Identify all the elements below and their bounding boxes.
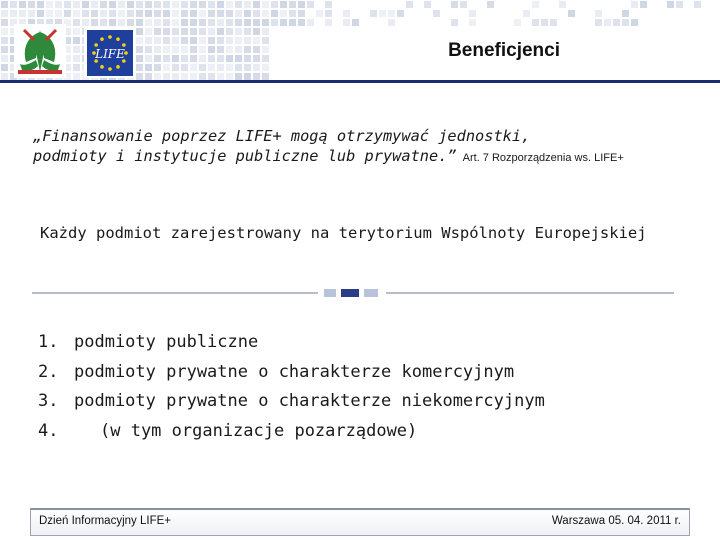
mosaic-cell — [190, 73, 197, 80]
mosaic-cell — [235, 1, 242, 8]
mosaic-cell — [181, 10, 188, 17]
mosaic-cell — [154, 64, 161, 71]
mosaic-cell — [190, 10, 197, 17]
mosaic-cell — [253, 46, 260, 53]
mosaic-cell — [244, 73, 251, 80]
mosaic-cell — [325, 10, 332, 17]
mosaic-cell — [73, 55, 80, 62]
mosaic-cell — [154, 37, 161, 44]
list-item-number: 4. — [38, 420, 59, 441]
list-item-number: 1. — [38, 332, 59, 352]
mosaic-cell — [163, 1, 170, 8]
mosaic-cell — [316, 10, 323, 17]
mosaic-cell — [181, 37, 188, 44]
list-item-number: 2. — [38, 361, 59, 382]
divider-right — [386, 292, 674, 294]
mosaic-cell — [217, 1, 224, 8]
mosaic-cell — [145, 37, 152, 44]
mosaic-cell — [154, 46, 161, 53]
mosaic-cell — [541, 19, 548, 26]
mosaic-cell — [118, 1, 125, 8]
list-item-text: podmioty publiczne — [74, 332, 259, 352]
mosaic-cell — [73, 1, 80, 8]
mosaic-cell — [244, 1, 251, 8]
eu-star-icon — [108, 35, 112, 39]
mosaic-cell — [181, 28, 188, 35]
mosaic-cell — [226, 55, 233, 62]
mosaic-cell — [55, 10, 62, 17]
mosaic-cell — [181, 55, 188, 62]
quote-block — [33, 126, 713, 168]
eu-star-icon — [116, 37, 120, 41]
mosaic-cell — [217, 46, 224, 53]
list-item-text: (w tym organizacje pozarządowe) — [100, 420, 418, 441]
list-item-text: podmioty prywatne o charakterze komercyjnym — [74, 361, 515, 382]
mosaic-cell — [235, 73, 242, 80]
mosaic-cell — [163, 28, 170, 35]
mosaic-cell — [1, 28, 8, 35]
mosaic-cell — [622, 19, 629, 26]
mosaic-cell — [226, 73, 233, 80]
mosaic-cell — [73, 64, 80, 71]
mosaic-cell — [568, 10, 575, 17]
mosaic-cell — [226, 28, 233, 35]
mosaic-cell — [262, 46, 269, 53]
mosaic-cell — [235, 64, 242, 71]
eu-star-icon — [108, 67, 112, 71]
mosaic-cell — [217, 37, 224, 44]
mosaic-cell — [82, 19, 89, 26]
mosaic-cell — [271, 1, 278, 8]
svg-text:LIFE: LIFE — [95, 47, 125, 61]
mosaic-cell — [226, 19, 233, 26]
mosaic-cell — [118, 19, 125, 26]
mosaic-cell — [451, 19, 458, 26]
mosaic-cell — [190, 1, 197, 8]
mosaic-cell — [244, 55, 251, 62]
mosaic-cell — [64, 1, 71, 8]
mosaic-cell — [235, 10, 242, 17]
mosaic-cell — [181, 1, 188, 8]
mosaic-cell — [127, 1, 134, 8]
mosaic-cell — [379, 10, 386, 17]
header-rule — [0, 80, 720, 83]
mosaic-cell — [145, 19, 152, 26]
mosaic-cell — [244, 64, 251, 71]
mosaic-cell — [208, 55, 215, 62]
mosaic-cell — [640, 1, 647, 8]
mosaic-cell — [460, 1, 467, 8]
mosaic-cell — [235, 19, 242, 26]
mosaic-cell — [325, 19, 332, 26]
mosaic-cell — [217, 55, 224, 62]
mosaic-cell — [19, 1, 26, 8]
mosaic-cell — [208, 73, 215, 80]
mosaic-cell — [604, 19, 611, 26]
statement: Każdy podmiot zarejestrowany na terytorium Wspólnoty Europejskiej — [40, 224, 647, 242]
mosaic-cell — [1, 73, 8, 80]
mosaic-cell — [208, 1, 215, 8]
mosaic-cell — [181, 64, 188, 71]
mosaic-cell — [406, 1, 413, 8]
mosaic-cell — [118, 10, 125, 17]
mosaic-cell — [397, 10, 404, 17]
quote-line-2 — [33, 146, 713, 168]
mosaic-cell — [172, 19, 179, 26]
mosaic-cell — [235, 46, 242, 53]
mosaic-cell — [181, 73, 188, 80]
mosaic-cell — [100, 10, 107, 17]
beneficiary-list — [38, 332, 545, 450]
mosaic-cell — [298, 19, 305, 26]
mosaic-cell — [28, 1, 35, 8]
mosaic-cell — [163, 64, 170, 71]
mosaic-cell — [325, 1, 332, 8]
mosaic-cell — [217, 64, 224, 71]
mosaic-cell — [280, 1, 287, 8]
mosaic-cell — [73, 19, 80, 26]
mosaic-cell — [37, 10, 44, 17]
divider-ornament-icon — [324, 288, 378, 298]
mosaic-cell — [1, 19, 8, 26]
mosaic-cell — [532, 1, 539, 8]
mosaic-cell — [1, 55, 8, 62]
mosaic-cell — [208, 19, 215, 26]
mosaic-cell — [676, 1, 683, 8]
mosaic-cell — [172, 1, 179, 8]
mosaic-cell — [199, 73, 206, 80]
mosaic-cell — [424, 1, 431, 8]
mosaic-cell — [100, 1, 107, 8]
mosaic-cell — [262, 73, 269, 80]
mosaic-cell — [154, 1, 161, 8]
footer-date: Warszawa 05. 04. 2011 r. — [551, 515, 681, 527]
mosaic-cell — [244, 37, 251, 44]
mosaic-cell — [28, 10, 35, 17]
mosaic-cell — [91, 19, 98, 26]
list-item-text: podmioty prywatne o charakterze niekomercyjnym — [74, 391, 545, 411]
mosaic-cell — [163, 37, 170, 44]
mosaic-cell — [136, 28, 143, 35]
mosaic-cell — [253, 28, 260, 35]
mosaic-cell — [145, 46, 152, 53]
mosaic-cell — [235, 55, 242, 62]
mosaic-cell — [190, 37, 197, 44]
mosaic-cell — [262, 55, 269, 62]
mosaic-cell — [514, 19, 521, 26]
mosaic-cell — [190, 28, 197, 35]
mosaic-cell — [19, 10, 26, 17]
mosaic-cell — [226, 46, 233, 53]
mosaic-cell — [631, 19, 638, 26]
mosaic-cell — [109, 1, 116, 8]
mosaic-cell — [550, 19, 557, 26]
mosaic-cell — [370, 10, 377, 17]
mosaic-cell — [433, 10, 440, 17]
mosaic-cell — [1, 64, 8, 71]
mosaic-cell — [91, 1, 98, 8]
mosaic-cell — [46, 10, 53, 17]
mosaic-cell — [73, 73, 80, 80]
mosaic-cell — [613, 19, 620, 26]
mosaic-cell — [208, 28, 215, 35]
mosaic-cell — [145, 10, 152, 17]
list-item-number: 3. — [38, 391, 59, 411]
life-eu-logo-icon — [84, 28, 136, 78]
mosaic-cell — [145, 73, 152, 80]
mosaic-cell — [172, 10, 179, 17]
list-item — [38, 421, 545, 451]
mosaic-cell — [37, 1, 44, 8]
mosaic-cell — [253, 37, 260, 44]
mosaic-cell — [172, 37, 179, 44]
mosaic-cell — [163, 55, 170, 62]
mosaic-cell — [73, 10, 80, 17]
mosaic-cell — [10, 1, 17, 8]
mosaic-cell — [532, 19, 539, 26]
mosaic-cell — [253, 10, 260, 17]
mosaic-cell — [181, 46, 188, 53]
mosaic-cell — [595, 10, 602, 17]
mosaic-cell — [622, 10, 629, 17]
mosaic-cell — [262, 10, 269, 17]
mosaic-cell — [289, 19, 296, 26]
mosaic-cell — [208, 46, 215, 53]
mosaic-cell — [217, 19, 224, 26]
mosaic-cell — [136, 37, 143, 44]
mosaic-cell — [694, 1, 701, 8]
mosaic-cell — [388, 10, 395, 17]
mosaic-cell — [136, 64, 143, 71]
list-item — [38, 391, 545, 421]
mosaic-cell — [163, 10, 170, 17]
mosaic-cell — [199, 1, 206, 8]
mosaic-cell — [199, 46, 206, 53]
mosaic-cell — [154, 19, 161, 26]
mosaic-cell — [100, 19, 107, 26]
mosaic-cell — [217, 28, 224, 35]
mosaic-cell — [271, 19, 278, 26]
mosaic-cell — [298, 10, 305, 17]
mosaic-cell — [46, 1, 53, 8]
mosaic-cell — [226, 1, 233, 8]
mosaic-cell — [127, 10, 134, 17]
mosaic-cell — [253, 73, 260, 80]
mosaic-cell — [559, 1, 566, 8]
mosaic-cell — [1, 37, 8, 44]
mosaic-cell — [127, 19, 134, 26]
mosaic-cell — [262, 28, 269, 35]
mosaic-cell — [190, 55, 197, 62]
mosaic-cell — [226, 64, 233, 71]
eu-star-icon — [100, 37, 104, 41]
mosaic-cell — [208, 37, 215, 44]
eu-star-icon — [116, 65, 120, 69]
mosaic-cell — [451, 1, 458, 8]
mosaic-cell — [289, 1, 296, 8]
mosaic-cell — [199, 55, 206, 62]
mosaic-cell — [199, 19, 206, 26]
mosaic-cell — [154, 28, 161, 35]
quote-line-2-text: podmioty i instytucje publiczne lub prywatne.” — [33, 147, 457, 165]
footer-event-name: Dzień Informacyjny LIFE+ — [39, 515, 171, 527]
mosaic-cell — [136, 73, 143, 80]
mosaic-cell — [343, 19, 350, 26]
mosaic-cell — [253, 55, 260, 62]
mosaic-cell — [73, 28, 80, 35]
mosaic-cell — [73, 46, 80, 53]
mosaic-cell — [172, 28, 179, 35]
mosaic-cell — [244, 10, 251, 17]
mosaic-cell — [226, 37, 233, 44]
mosaic-cell — [307, 19, 314, 26]
mosaic-cell — [262, 19, 269, 26]
mosaic-cell — [244, 19, 251, 26]
mosaic-cell — [343, 10, 350, 17]
mosaic-cell — [163, 73, 170, 80]
mosaic-cell — [163, 46, 170, 53]
mosaic-cell — [172, 73, 179, 80]
mosaic-cell — [208, 10, 215, 17]
mosaic-cell — [145, 55, 152, 62]
mosaic-cell — [172, 46, 179, 53]
mosaic-cell — [523, 10, 530, 17]
mosaic-cell — [226, 10, 233, 17]
mosaic-cell — [595, 19, 602, 26]
header — [0, 0, 720, 82]
mosaic-cell — [145, 64, 152, 71]
mosaic-cell — [1, 10, 8, 17]
mosaic-cell — [145, 1, 152, 8]
mosaic-cell — [388, 19, 395, 26]
mosaic-cell — [253, 1, 260, 8]
mosaic-cell — [208, 64, 215, 71]
mosaic-cell — [10, 10, 17, 17]
mosaic-cell — [163, 19, 170, 26]
quote-citation: Art. 7 Rozporządzenia ws. LIFE+ — [462, 152, 624, 164]
quote-line-1: „Finansowanie poprzez LIFE+ mogą otrzymywać jednostki, — [33, 127, 531, 145]
mosaic-cell — [109, 19, 116, 26]
mosaic-cell — [262, 64, 269, 71]
mosaic-cell — [55, 1, 62, 8]
list-item — [38, 362, 545, 392]
mosaic-cell — [64, 10, 71, 17]
mosaic-cell — [289, 10, 296, 17]
mosaic-cell — [469, 19, 476, 26]
mosaic-cell — [172, 64, 179, 71]
mosaic-cell — [145, 28, 152, 35]
mosaic-cell — [244, 28, 251, 35]
mosaic-cell — [136, 55, 143, 62]
mosaic-cell — [1, 1, 8, 8]
mosaic-cell — [109, 10, 116, 17]
mosaic-cell — [73, 37, 80, 44]
mosaic-cell — [136, 19, 143, 26]
mosaic-cell — [667, 1, 674, 8]
mosaic-cell — [190, 64, 197, 71]
mosaic-cell — [181, 19, 188, 26]
mosaic-cell — [271, 10, 278, 17]
mosaic-cell — [307, 1, 314, 8]
mosaic-cell — [199, 28, 206, 35]
mosaic-cell — [253, 19, 260, 26]
divider-left — [32, 292, 318, 294]
mosaic-cell — [487, 1, 494, 8]
mosaic-cell — [1, 46, 8, 53]
mosaic-cell — [352, 19, 359, 26]
mosaic-cell — [235, 37, 242, 44]
mosaic-cell — [262, 37, 269, 44]
mosaic-cell — [91, 10, 98, 17]
eu-star-icon — [100, 65, 104, 69]
footer-bar — [30, 508, 690, 536]
mosaic-cell — [199, 37, 206, 44]
mosaic-cell — [244, 46, 251, 53]
mosaic-cell — [172, 55, 179, 62]
mosaic-cell — [298, 1, 305, 8]
mosaic-cell — [280, 19, 287, 26]
mosaic-cell — [631, 1, 638, 8]
page-title: Beneficjenci — [448, 40, 560, 61]
mosaic-cell — [469, 10, 476, 17]
mosaic-cell — [199, 10, 206, 17]
mosaic-cell — [199, 64, 206, 71]
mosaic-cell — [253, 64, 260, 71]
mosaic-cell — [190, 46, 197, 53]
mosaic-cell — [136, 1, 143, 8]
mosaic-cell — [82, 1, 89, 8]
mosaic-cell — [217, 73, 224, 80]
mosaic-cell — [154, 73, 161, 80]
mosaic-cell — [154, 55, 161, 62]
mosaic-cell — [280, 10, 287, 17]
mosaic-cell — [262, 1, 269, 8]
mosaic-cell — [190, 19, 197, 26]
mosaic-cell — [136, 10, 143, 17]
tree-logo-icon — [14, 24, 66, 78]
list-item — [38, 332, 545, 362]
mosaic-cell — [82, 10, 89, 17]
mosaic-cell — [136, 46, 143, 53]
mosaic-cell — [154, 10, 161, 17]
mosaic-cell — [235, 28, 242, 35]
mosaic-cell — [217, 10, 224, 17]
